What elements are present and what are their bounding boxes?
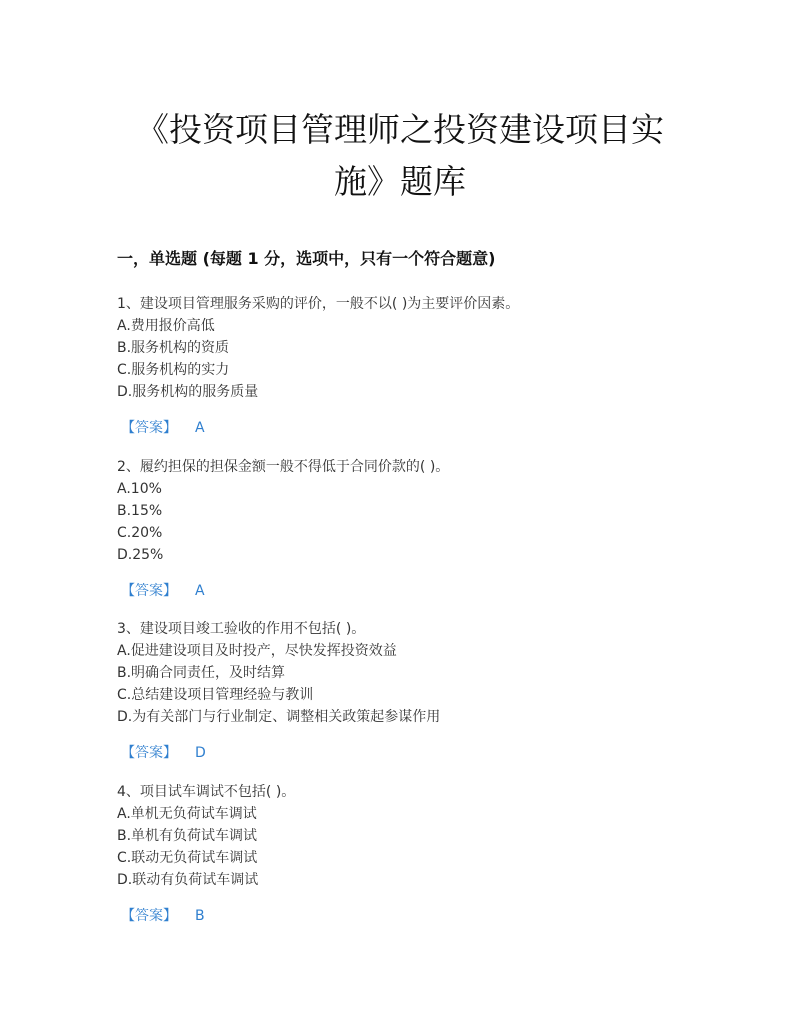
answer-row bbox=[117, 580, 717, 602]
option-d: D.为有关部门与行业制定、调整相关政策起参谋作用 bbox=[117, 709, 441, 725]
option-d: D.联动有负荷试车调试 bbox=[117, 872, 259, 888]
answer-value: D bbox=[195, 745, 206, 761]
question-stem: 3、建设项目竣工验收的作用不包括( )。 bbox=[117, 621, 366, 637]
option-c: C.联动无负荷试车调试 bbox=[117, 850, 258, 866]
option-b: B.15% bbox=[117, 503, 163, 519]
option-a: A.10% bbox=[117, 481, 162, 497]
answer-value: A bbox=[195, 420, 205, 436]
answer-row bbox=[117, 742, 717, 764]
answer-value: A bbox=[195, 583, 205, 599]
option-b: B.服务机构的资质 bbox=[117, 340, 230, 356]
option-c: C.服务机构的实力 bbox=[117, 362, 230, 378]
option-a: A.费用报价高低 bbox=[117, 318, 215, 334]
option-b: B.明确合同责任，及时结算 bbox=[117, 665, 286, 681]
option-a: A.单机无负荷试车调试 bbox=[117, 806, 257, 822]
option-c: C.总结建设项目管理经验与教训 bbox=[117, 687, 314, 703]
section-header: 一，单选题 (每题 1 分，选项中，只有一个符合题意) bbox=[117, 249, 496, 268]
answer-row bbox=[117, 905, 717, 927]
question-stem: 2、履约担保的担保金额一般不得低于合同价款的( )。 bbox=[117, 459, 450, 475]
question-2 bbox=[117, 456, 717, 602]
answer-value: B bbox=[195, 908, 205, 924]
option-c: C.20% bbox=[117, 525, 163, 541]
question-stem: 1、建设项目管理服务采购的评价，一般不以( )为主要评价因素。 bbox=[117, 296, 520, 312]
answer-label: 【答案】 bbox=[121, 745, 177, 761]
answer-row bbox=[117, 417, 717, 439]
answer-label: 【答案】 bbox=[121, 583, 177, 599]
question-3 bbox=[117, 618, 717, 764]
option-d: D.25% bbox=[117, 547, 164, 563]
title-line-2: 施》题库 bbox=[334, 162, 466, 201]
question-stem: 4、项目试车调试不包括( )。 bbox=[117, 784, 296, 800]
option-d: D.服务机构的服务质量 bbox=[117, 384, 259, 400]
option-b: B.单机有负荷试车调试 bbox=[117, 828, 258, 844]
question-1 bbox=[117, 293, 717, 439]
answer-label: 【答案】 bbox=[121, 420, 177, 436]
question-4 bbox=[117, 781, 717, 927]
option-a: A.促进建设项目及时投产，尽快发挥投资效益 bbox=[117, 643, 397, 659]
title-line-1: 《投资项目管理师之投资建设项目实 bbox=[136, 110, 664, 149]
answer-label: 【答案】 bbox=[121, 908, 177, 924]
document-title bbox=[100, 104, 700, 208]
